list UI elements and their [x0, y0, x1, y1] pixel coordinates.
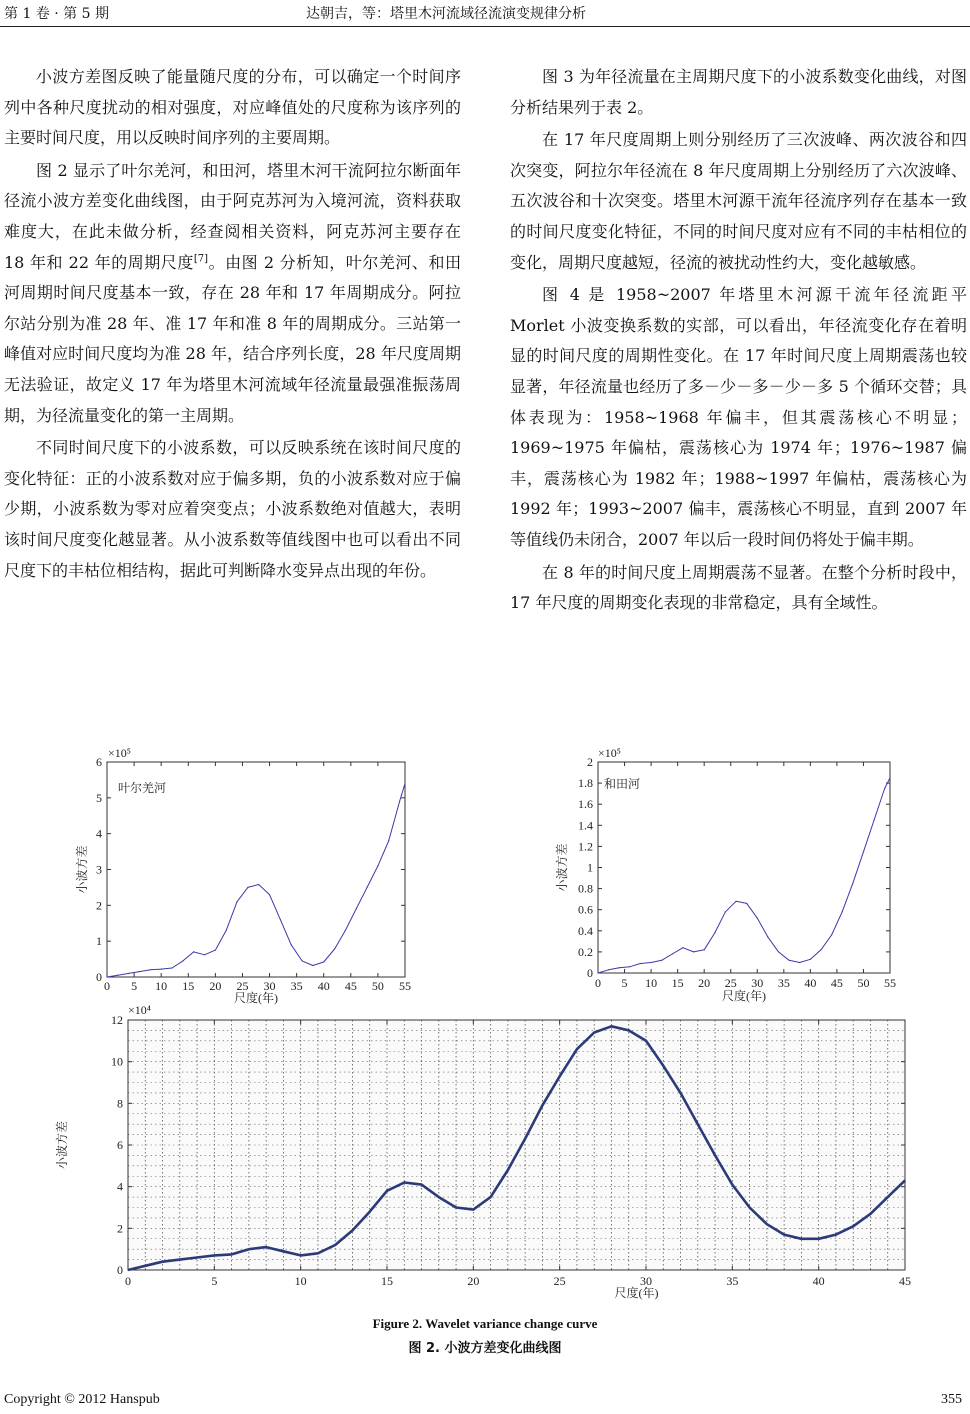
- x-tick-label: 20: [209, 979, 222, 993]
- x-tick-label: 35: [726, 1274, 739, 1288]
- y-tick-label: 0.6: [578, 902, 593, 917]
- data-point: [870, 1213, 871, 1214]
- data-point: [117, 975, 118, 976]
- x-axis-label: 尺度(年): [234, 991, 278, 1005]
- y-tick-label: 5: [96, 790, 102, 805]
- paragraph: 不同时间尺度下的小波系数，可以反映系统在该时间尺度的变化特征：正的小波系数对应于偏多期，负的小波系数对应于偏少期，小波系数为零对应着突变点；小波系数绝对值越大，表明该时间尺度变化越显著。从小波系数等值线图中也可以看出不同尺度下的丰枯位相结构，据此可判断降水变异点出现的年份。: [4, 438, 461, 580]
- paragraph: 图 4 是 1958~2007 年塔里木河源干流年径流距平 Morlet 小波变换系数的实部，可以看出，年径流变化存在着明显的时间尺度的周期性变化。在 17 年时间尺度上周期震荡也较显著，年径流量也经历了多－少－多－少－多 5 个循环交替；具体表现为：1958~1968 年偏丰，但其震荡核心不明显；1969~1975 年偏枯，震荡核心为 1974 年；1976~1987 偏丰，震荡核心为 1982 年；1988~1997 年偏枯，震荡核心为 1992 年；1993~2007 偏丰，震荡核心不明显，直到 2007 年等值线仍未闭合，2007 年以后一段时间仍将处于偏丰期。: [510, 285, 967, 549]
- y-axis-label: 小波方差: [555, 843, 569, 892]
- data-point: [248, 1249, 249, 1250]
- data-point: [714, 932, 715, 933]
- data-point: [889, 777, 890, 778]
- x-tick-label: 0: [125, 1274, 131, 1288]
- data-point: [215, 950, 216, 951]
- data-point: [842, 911, 843, 912]
- y-tick-label: 0: [117, 1263, 123, 1277]
- axis-multiplier: ×10⁵: [598, 746, 621, 760]
- data-point: [179, 1259, 180, 1260]
- data-point: [852, 883, 853, 884]
- y-tick-label: 1: [96, 934, 102, 949]
- journal-volume-issue: 第 1 卷 · 第 5 期: [4, 6, 109, 22]
- x-tick-label: 15: [671, 976, 684, 990]
- data-point: [193, 951, 194, 952]
- axis-multiplier: ×10⁵: [108, 746, 131, 760]
- x-tick-label: 10: [155, 979, 168, 993]
- data-point: [507, 1169, 508, 1170]
- data-point: [404, 1182, 405, 1183]
- x-tick-label: 30: [640, 1274, 652, 1288]
- y-tick-label: 0.4: [578, 923, 593, 938]
- data-point: [266, 1247, 267, 1248]
- plot-title: 和田河: [604, 777, 641, 791]
- data-point: [820, 949, 821, 950]
- data-point: [247, 887, 248, 888]
- data-point: [388, 840, 389, 841]
- y-axis-label: 小波方差: [55, 1120, 69, 1170]
- data-point: [182, 960, 183, 961]
- figure-caption-cn: 图 2. 小波方差变化曲线图: [408, 1341, 562, 1356]
- data-point: [735, 901, 736, 902]
- series-line: [598, 778, 890, 973]
- data-point: [757, 918, 758, 919]
- data-point: [725, 911, 726, 912]
- y-tick-label: 6: [96, 755, 102, 769]
- data-point: [236, 901, 237, 902]
- x-tick-label: 0: [595, 976, 601, 990]
- data-point: [597, 972, 598, 973]
- data-point: [559, 1076, 560, 1077]
- data-point: [799, 962, 800, 963]
- x-tick-label: 10: [294, 1274, 307, 1288]
- data-point: [542, 1105, 543, 1106]
- figure-caption-en: Figure 2. Wavelet variance change curve: [372, 1316, 598, 1331]
- series-line: [107, 784, 405, 978]
- paragraph: 图 3 为年径流量在主周期尺度下的小波系数变化曲线，对图分析结果列于表 2。: [510, 67, 967, 117]
- x-tick-label: 0: [104, 979, 110, 993]
- x-tick-label: 55: [884, 976, 896, 990]
- y-tick-label: 12: [111, 1013, 123, 1027]
- plot-title: 叶尔羌河: [118, 781, 167, 795]
- data-point: [312, 965, 313, 966]
- data-point: [853, 1226, 854, 1227]
- x-tick-label: 40: [812, 1274, 825, 1288]
- data-point: [161, 969, 162, 970]
- x-tick-label: 30: [751, 976, 764, 990]
- data-point: [640, 963, 641, 964]
- data-point: [145, 1265, 146, 1266]
- y-tick-label: 0.2: [578, 944, 593, 959]
- y-tick-label: 1.2: [578, 839, 593, 854]
- y-tick-label: 4: [96, 826, 102, 841]
- plot-frame: [598, 762, 890, 973]
- x-tick-label: 45: [344, 979, 357, 993]
- data-point: [594, 1032, 595, 1033]
- data-point: [663, 1065, 664, 1066]
- data-point: [456, 1207, 457, 1208]
- data-point: [214, 1255, 215, 1256]
- data-point: [490, 1197, 491, 1198]
- data-point: [127, 1269, 128, 1270]
- y-tick-label: 8: [117, 1096, 123, 1111]
- data-point: [386, 1190, 387, 1191]
- y-tick-label: 3: [96, 862, 102, 877]
- x-tick-label: 20: [698, 976, 711, 990]
- y-tick-label: 10: [111, 1054, 123, 1069]
- data-point: [280, 919, 281, 920]
- y-tick-label: 4: [117, 1179, 123, 1194]
- x-tick-label: 40: [804, 976, 817, 990]
- x-tick-label: 10: [645, 976, 658, 990]
- data-point: [818, 1238, 819, 1239]
- data-point: [345, 930, 346, 931]
- data-point: [367, 887, 368, 888]
- y-tick-label: 2: [96, 898, 102, 913]
- data-point: [693, 951, 694, 952]
- data-point: [106, 976, 107, 977]
- x-tick-label: 40: [317, 979, 330, 993]
- data-point: [204, 954, 205, 955]
- x-tick-label: 20: [467, 1274, 480, 1288]
- data-point: [784, 1234, 785, 1235]
- data-point: [139, 971, 140, 972]
- data-point: [732, 1184, 733, 1185]
- data-point: [704, 949, 705, 950]
- data-point: [766, 1224, 767, 1225]
- x-tick-label: 5: [211, 1274, 218, 1288]
- x-tick-label: 30: [263, 979, 276, 993]
- data-point: [317, 1253, 318, 1254]
- data-point: [300, 1255, 301, 1256]
- data-point: [356, 908, 357, 909]
- data-point: [619, 967, 620, 968]
- data-point: [421, 1184, 422, 1185]
- data-point: [352, 1230, 353, 1231]
- x-tick-label: 25: [553, 1274, 566, 1288]
- y-axis-label: 小波方差: [75, 845, 89, 894]
- data-point: [680, 1092, 681, 1093]
- data-point: [576, 1049, 577, 1050]
- x-tick-label: 15: [182, 979, 195, 993]
- data-point: [661, 960, 662, 961]
- x-tick-label: 45: [830, 976, 843, 990]
- data-point: [335, 1244, 336, 1245]
- data-point: [323, 961, 324, 962]
- data-point: [404, 783, 405, 784]
- data-point: [778, 951, 779, 952]
- paragraph: 在 8 年的时间尺度上周期震荡不显著。在整个分析时段中，17 年尺度的周期变化表现的非常稳定，具有全域性。: [510, 562, 967, 613]
- data-point: [283, 1251, 284, 1252]
- data-point: [697, 1124, 698, 1125]
- data-point: [150, 969, 151, 970]
- data-point: [749, 1207, 750, 1208]
- data-point: [269, 894, 270, 895]
- data-point: [473, 1209, 474, 1210]
- data-point: [231, 1254, 232, 1255]
- y-tick-label: 2: [587, 755, 593, 769]
- data-point: [162, 1261, 163, 1262]
- data-point: [258, 884, 259, 885]
- y-tick-label: 6: [117, 1138, 123, 1152]
- data-point: [377, 865, 378, 866]
- data-point: [887, 1197, 888, 1198]
- data-point: [746, 903, 747, 904]
- data-point: [399, 801, 400, 802]
- data-point: [611, 1026, 612, 1027]
- x-tick-label: 55: [399, 979, 411, 993]
- data-point: [835, 1234, 836, 1235]
- data-point: [438, 1197, 439, 1198]
- paragraph: 小波方差图反映了能量随尺度的分布，可以确定一个时间序列中各种尺度扰动的相对强度，对应峰值处的尺度称为该序列的主要时间尺度，用以反映时间序列的主要周期。: [4, 67, 461, 148]
- paragraph: 在 17 年尺度周期上则分别经历了三次波峰、两次波谷和四次突变，阿拉尔年径流在 8 年尺度周期上分别经历了六次波峰、五次波谷和十次突变。塔里木河源干流年径流序列存在基本一致的时间尺度变化特征，不同的时间尺度对应有不同的丰枯相位的变化，周期尺度越短，径流的被扰动性约大，变化越敏感。: [510, 130, 967, 272]
- data-point: [651, 962, 652, 963]
- data-point: [715, 1155, 716, 1156]
- page-number: 355: [941, 1392, 962, 1407]
- x-tick-label: 15: [381, 1274, 393, 1288]
- x-tick-label: 5: [131, 979, 138, 993]
- x-tick-label: 35: [290, 979, 303, 993]
- x-tick-label: 25: [724, 976, 737, 990]
- x-tick-label: 45: [899, 1274, 911, 1288]
- x-axis-label: 尺度(年): [614, 1286, 659, 1300]
- article-running-title: 达朝吉，等：塔里木河流域径流演变规律分析: [306, 6, 586, 22]
- data-point: [291, 944, 292, 945]
- x-tick-label: 50: [857, 976, 870, 990]
- data-point: [171, 967, 172, 968]
- axis-multiplier: ×10⁴: [128, 1003, 151, 1017]
- data-point: [789, 960, 790, 961]
- data-point: [810, 959, 811, 960]
- x-tick-label: 35: [777, 976, 790, 990]
- data-point: [863, 851, 864, 852]
- y-tick-label: 1: [587, 860, 593, 875]
- y-tick-label: 0: [587, 966, 593, 980]
- y-tick-label: 1.8: [578, 776, 593, 791]
- paragraph: 图 2 显示了叶尔羌河，和田河，塔里木河干流阿拉尔断面年径流小波方差变化曲线图，由于阿克苏河为入境河流，资料获取难度大，在此未做分析，经查阅相关资料，阿克苏河主要存在 18 年和 22 年的周期尺度[7]。由图 2 分析知，叶尔羌河、和田河周期时间尺度基本一致，存在 28 年和 17 年周期成分。阿拉尔站分别为准 28 年、准 17 年和准 8 年的周期成分。三站第一峰值对应时间尺度均为准 28 年，结合序列长度，28 年尺度周期无法验证，故定义 17 年为塔里木河流域年径流量最强准振荡周期，为径流量变化的第一主周期。: [4, 160, 461, 425]
- y-tick-label: 1.6: [578, 797, 593, 812]
- y-tick-label: 2: [117, 1221, 123, 1236]
- data-point: [334, 948, 335, 949]
- data-point: [525, 1138, 526, 1139]
- data-point: [801, 1238, 802, 1239]
- data-point: [831, 934, 832, 935]
- x-axis-label: 尺度(年): [722, 989, 766, 1003]
- x-tick-label: 25: [236, 979, 249, 993]
- data-point: [904, 1180, 905, 1181]
- data-point: [645, 1040, 646, 1041]
- data-point: [682, 947, 683, 948]
- data-point: [226, 930, 227, 931]
- data-point: [369, 1211, 370, 1212]
- citation[interactable]: [7]: [193, 253, 209, 265]
- data-point: [874, 819, 875, 820]
- copyright: Copyright © 2012 Hanspub: [4, 1392, 160, 1407]
- y-tick-label: 0.8: [578, 881, 593, 896]
- data-point: [629, 966, 630, 967]
- data-point: [628, 1030, 629, 1031]
- data-point: [197, 1257, 198, 1258]
- data-point: [608, 969, 609, 970]
- x-tick-label: 5: [621, 976, 628, 990]
- y-tick-label: 0: [96, 970, 102, 984]
- x-tick-label: 50: [371, 979, 384, 993]
- data-point: [884, 788, 885, 789]
- y-tick-label: 1.4: [578, 818, 593, 833]
- data-point: [672, 953, 673, 954]
- data-point: [128, 973, 129, 974]
- data-point: [302, 960, 303, 961]
- data-point: [767, 937, 768, 938]
